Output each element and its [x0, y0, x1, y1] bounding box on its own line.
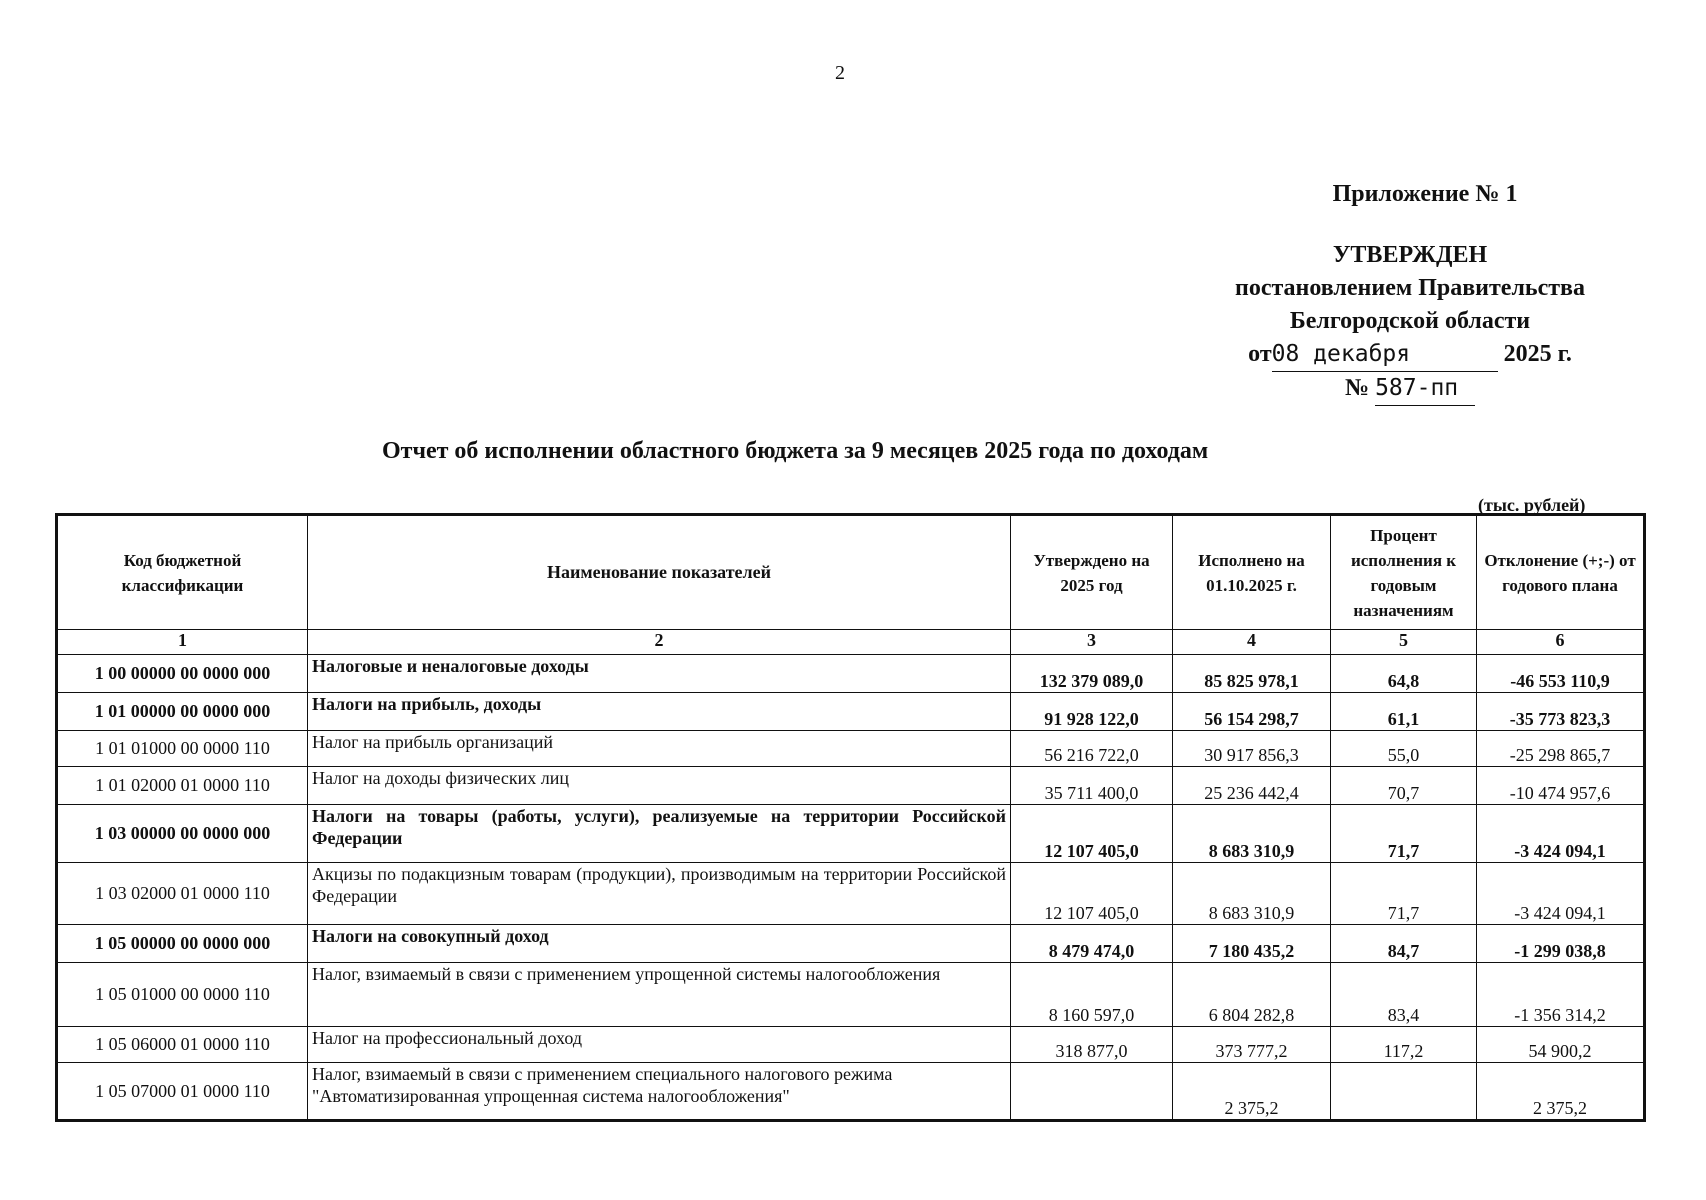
row-name: Налоги на прибыль, доходы [308, 693, 1011, 731]
header-deviation: Отклонение (+;-) от годового плана [1477, 515, 1645, 630]
row-name: Налоги на совокупный доход [308, 925, 1011, 963]
row-deviation: -1 356 314,2 [1477, 963, 1645, 1027]
row-deviation: -35 773 823,3 [1477, 693, 1645, 731]
page-number: 2 [835, 62, 845, 84]
row-deviation: -3 424 094,1 [1477, 863, 1645, 925]
row-code: 1 05 01000 00 0000 110 [57, 963, 308, 1027]
revenue-table [55, 513, 1646, 1122]
date-year: 2025 г. [1503, 341, 1572, 367]
table-row [57, 731, 1645, 767]
row-executed: 56 154 298,7 [1173, 693, 1331, 731]
row-name: Налоги на товары (работы, услуги), реализуемые на территории Российской Федерации [308, 805, 1011, 863]
row-code: 1 01 02000 01 0000 110 [57, 767, 308, 805]
row-deviation: -25 298 865,7 [1477, 731, 1645, 767]
row-executed: 7 180 435,2 [1173, 925, 1331, 963]
row-percent: 55,0 [1331, 731, 1477, 767]
column-number: 6 [1477, 630, 1645, 655]
row-approved: 8 479 474,0 [1011, 925, 1173, 963]
row-percent: 83,4 [1331, 963, 1477, 1027]
row-approved: 91 928 122,0 [1011, 693, 1173, 731]
row-approved: 56 216 722,0 [1011, 731, 1173, 767]
column-number: 4 [1173, 630, 1331, 655]
row-percent: 117,2 [1331, 1027, 1477, 1063]
column-number: 3 [1011, 630, 1173, 655]
row-code: 1 01 00000 00 0000 000 [57, 693, 308, 731]
row-name: Налог, взимаемый в связи с применением специального налогового режима "Автоматизированная упрощенная система налогообложения" [308, 1063, 1011, 1121]
row-name: Налог на профессиональный доход [308, 1027, 1011, 1063]
approval-block [1180, 178, 1640, 406]
row-executed: 25 236 442,4 [1173, 767, 1331, 805]
table-row [57, 655, 1645, 693]
table-row [57, 693, 1645, 731]
header-approved: Утверждено на 2025 год [1011, 515, 1173, 630]
header-name: Наименование показателей [308, 515, 1011, 630]
row-code: 1 03 00000 00 0000 000 [57, 805, 308, 863]
row-code: 1 05 06000 01 0000 110 [57, 1027, 308, 1063]
approval-number-line [1180, 372, 1640, 406]
table-row [57, 805, 1645, 863]
header-percent: Процент исполнения к годовым назначениям [1331, 515, 1477, 630]
column-number: 2 [308, 630, 1011, 655]
table-row [57, 1027, 1645, 1063]
row-deviation: -10 474 957,6 [1477, 767, 1645, 805]
row-executed: 8 683 310,9 [1173, 805, 1331, 863]
row-approved: 35 711 400,0 [1011, 767, 1173, 805]
row-deviation: -3 424 094,1 [1477, 805, 1645, 863]
row-approved: 12 107 405,0 [1011, 863, 1173, 925]
row-name: Налог, взимаемый в связи с применением упрощенной системы налогообложения [308, 963, 1011, 1027]
row-percent: 64,8 [1331, 655, 1477, 693]
row-name: Налог на доходы физических лиц [308, 767, 1011, 805]
row-deviation: -46 553 110,9 [1477, 655, 1645, 693]
header-executed: Исполнено на 01.10.2025 г. [1173, 515, 1331, 630]
table-header-row [57, 515, 1645, 630]
number-value: 587-пп [1375, 372, 1475, 406]
row-code: 1 00 00000 00 0000 000 [57, 655, 308, 693]
resolution-label: постановлением Правительства [1234, 275, 1585, 301]
row-approved [1011, 1063, 1173, 1121]
document-title: Отчет об исполнении областного бюджета за 9 месяцев 2025 года по доходам [382, 438, 1209, 464]
column-number: 1 [57, 630, 308, 655]
row-percent: 71,7 [1331, 863, 1477, 925]
row-percent [1331, 1063, 1477, 1121]
row-executed: 85 825 978,1 [1173, 655, 1331, 693]
region-label: Белгородской области [1289, 308, 1531, 334]
row-approved: 8 160 597,0 [1011, 963, 1173, 1027]
table-row [57, 767, 1645, 805]
row-percent: 71,7 [1331, 805, 1477, 863]
row-approved: 12 107 405,0 [1011, 805, 1173, 863]
row-percent: 70,7 [1331, 767, 1477, 805]
appendix-label: Приложение № 1 [1332, 181, 1518, 207]
units-label: (тыс. рублей) [1478, 495, 1586, 515]
row-executed: 30 917 856,3 [1173, 731, 1331, 767]
row-code: 1 03 02000 01 0000 110 [57, 863, 308, 925]
date-prefix: от [1248, 341, 1272, 367]
row-deviation: 54 900,2 [1477, 1027, 1645, 1063]
row-code: 1 05 00000 00 0000 000 [57, 925, 308, 963]
row-approved: 318 877,0 [1011, 1027, 1173, 1063]
approved-label: УТВЕРЖДЕН [1332, 242, 1488, 268]
approval-date-line [1180, 338, 1640, 372]
table-row [57, 925, 1645, 963]
row-name: Налоговые и неналоговые доходы [308, 655, 1011, 693]
row-code: 1 05 07000 01 0000 110 [57, 1063, 308, 1121]
row-executed: 373 777,2 [1173, 1027, 1331, 1063]
header-code: Код бюджетной классификации [57, 515, 308, 630]
row-percent: 61,1 [1331, 693, 1477, 731]
column-number: 5 [1331, 630, 1477, 655]
row-code: 1 01 01000 00 0000 110 [57, 731, 308, 767]
row-percent: 84,7 [1331, 925, 1477, 963]
column-number-row [57, 630, 1645, 655]
row-deviation: 2 375,2 [1477, 1063, 1645, 1121]
table-row [57, 1063, 1645, 1121]
date-value: 08 декабря [1272, 338, 1498, 372]
row-name: Налог на прибыль организаций [308, 731, 1011, 767]
number-prefix: № [1344, 375, 1370, 401]
table-row [57, 863, 1645, 925]
row-deviation: -1 299 038,8 [1477, 925, 1645, 963]
row-executed: 6 804 282,8 [1173, 963, 1331, 1027]
table-row [57, 963, 1645, 1027]
row-executed: 8 683 310,9 [1173, 863, 1331, 925]
row-approved: 132 379 089,0 [1011, 655, 1173, 693]
row-executed: 2 375,2 [1173, 1063, 1331, 1121]
row-name: Акцизы по подакцизным товарам (продукции), производимым на территории Российской Федерации [308, 863, 1011, 925]
